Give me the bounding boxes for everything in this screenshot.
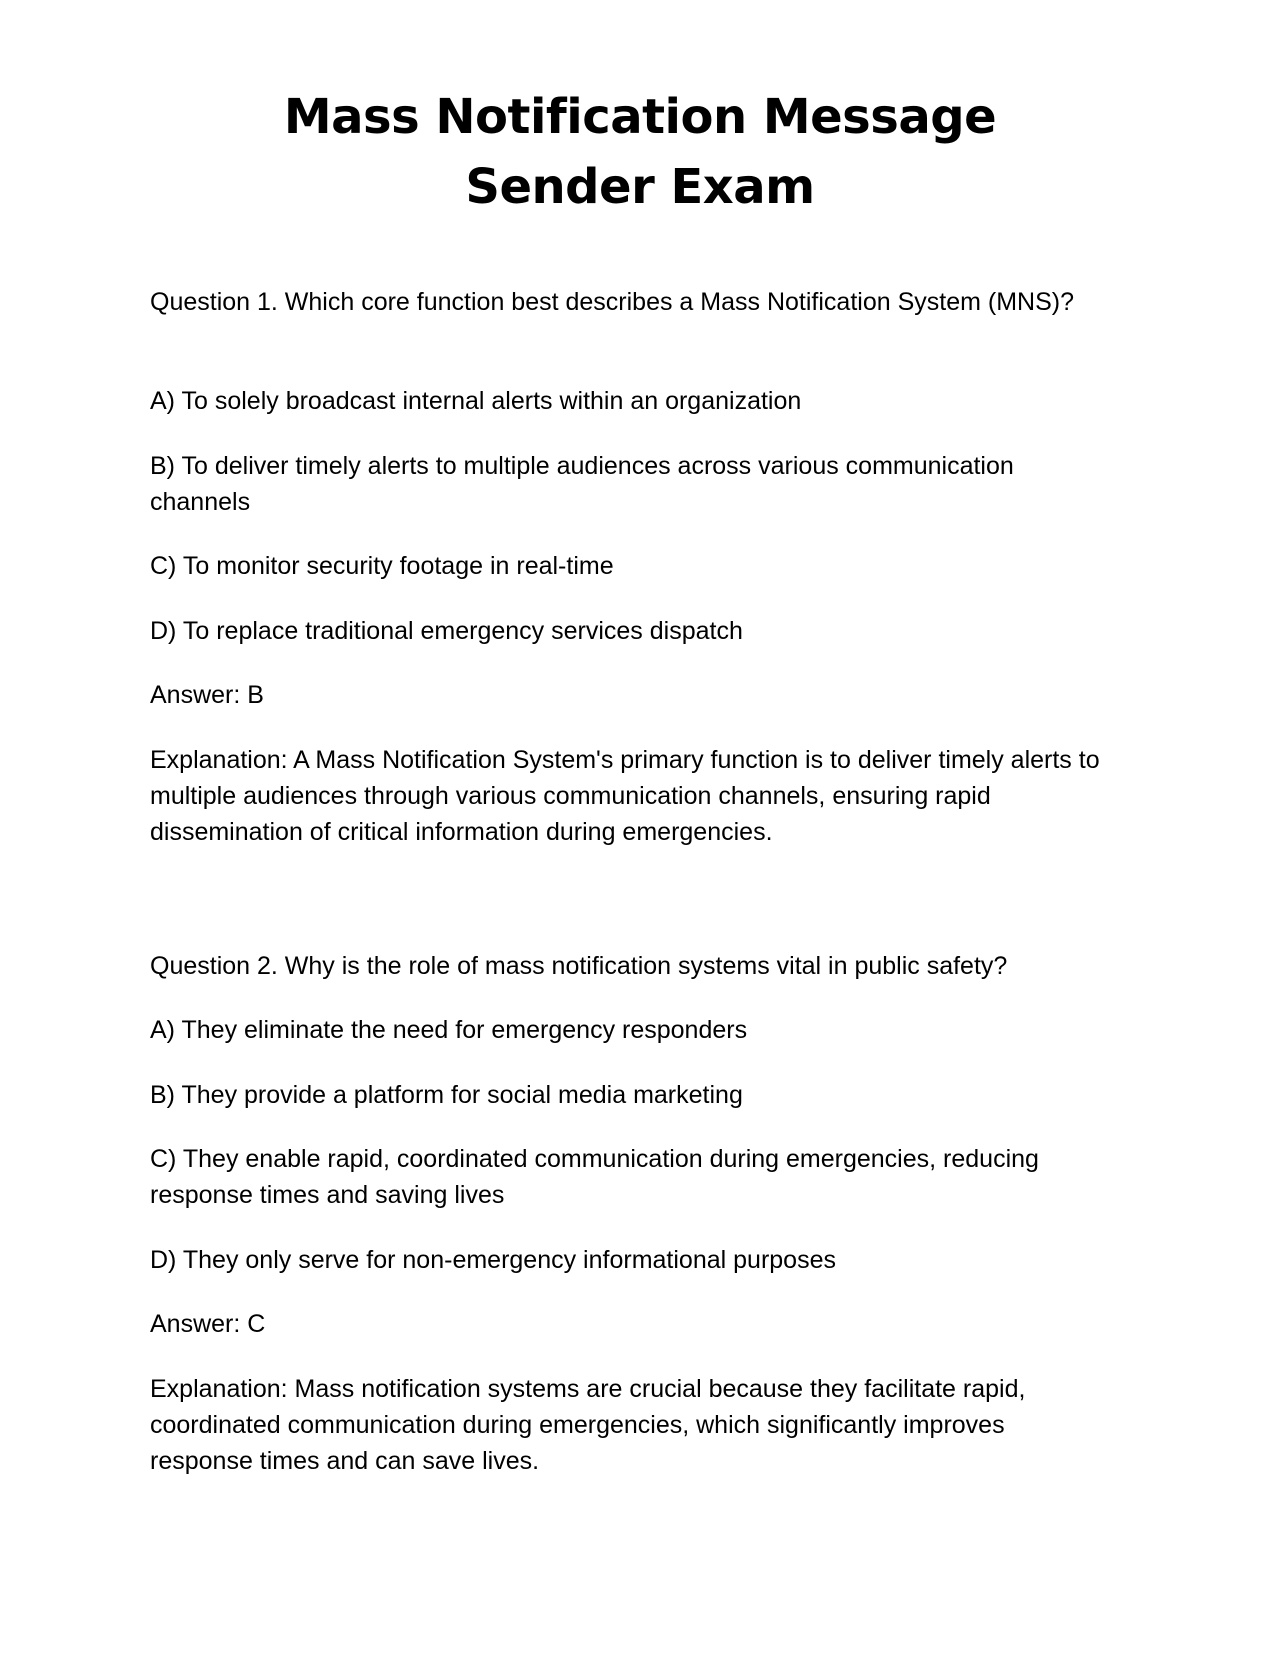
question-1-option-b: B) To deliver timely alerts to multiple audiences across various communication channels xyxy=(150,452,1014,516)
question-1-text: Question 1. Which core function best describes a Mass Notification System (MNS)? xyxy=(150,288,1074,316)
question-2-option-d: D) They only serve for non-emergency informational purposes xyxy=(150,1246,836,1274)
question-2-answer: Answer: C xyxy=(150,1310,266,1338)
question-1-option-c: C) To monitor security footage in real-time xyxy=(150,552,614,580)
question-2-option-b: B) They provide a platform for social media marketing xyxy=(150,1081,743,1109)
question-1-answer: Answer: B xyxy=(150,681,264,709)
question-1-option-a: A) To solely broadcast internal alerts within an organization xyxy=(150,387,802,415)
question-2-explanation: Explanation: Mass notification systems are crucial because they facilitate rapid, coordinated communication during emergencies, which significantly improves response times and can save lives. xyxy=(150,1375,1026,1475)
question-2-text: Question 2. Why is the role of mass notification systems vital in public safety? xyxy=(150,952,1008,980)
question-2-option-a: A) They eliminate the need for emergency responders xyxy=(150,1016,748,1044)
question-1-explanation: Explanation: A Mass Notification System's primary function is to deliver timely alerts to multiple audiences through various communication channels, ensuring rapid dissemination of critical information during emergencies. xyxy=(150,746,1100,846)
question-1-option-d: D) To replace traditional emergency services dispatch xyxy=(150,617,743,645)
question-2-option-c: C) They enable rapid, coordinated communication during emergencies, reducing response times and saving lives xyxy=(150,1145,1039,1209)
document-title: Mass Notification Message Sender Exam xyxy=(283,89,997,215)
